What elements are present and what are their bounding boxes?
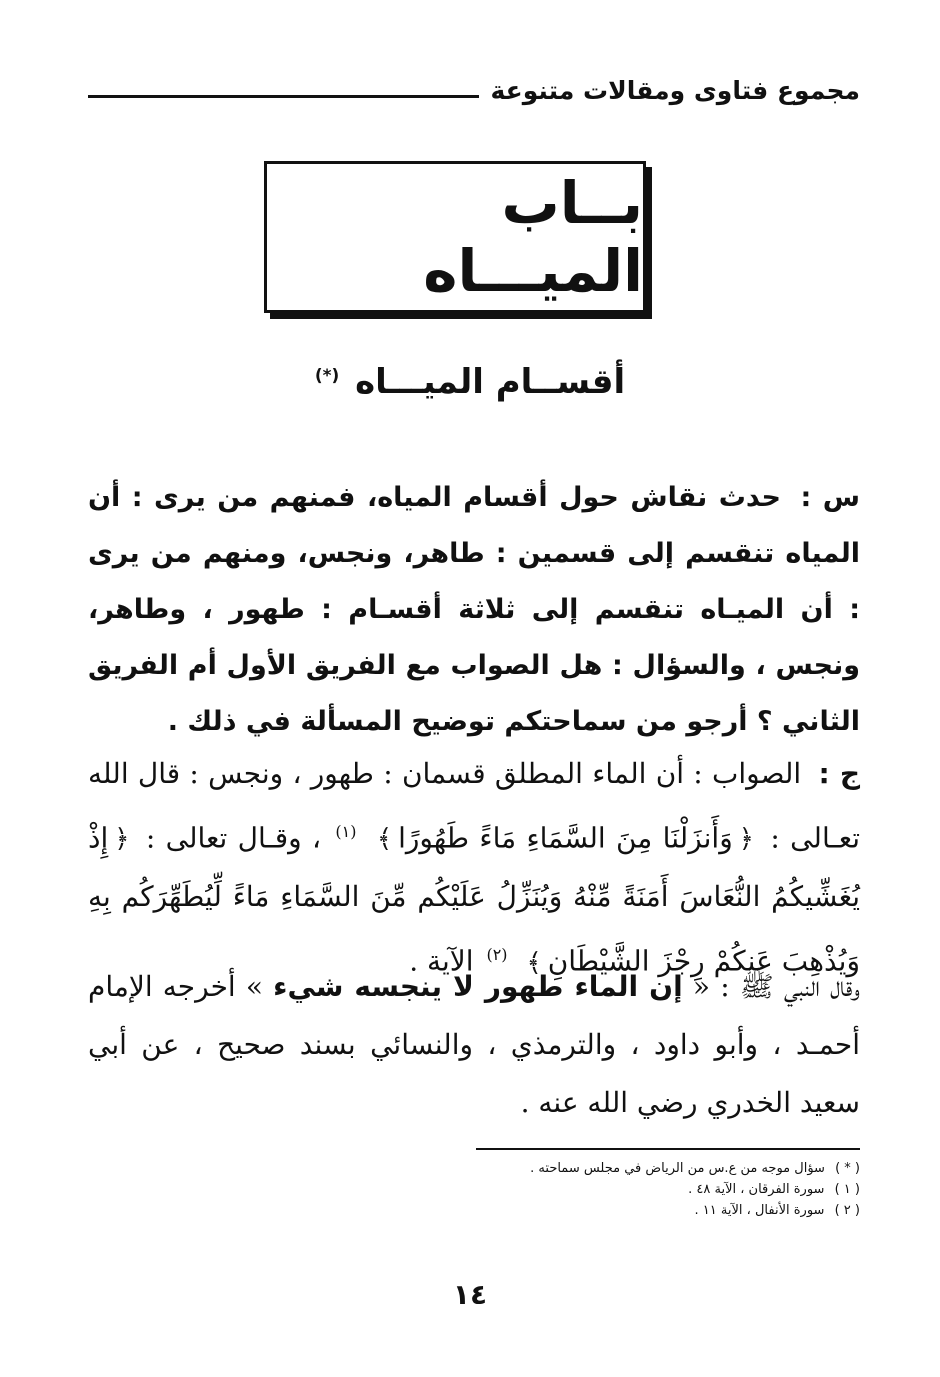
hadith-intro: وقال النبي ﷺ : [720,970,860,1003]
footnote-separator [476,1148,860,1150]
quran-brace-open-2: ﴿ [114,824,130,855]
question-label: س : [800,482,860,513]
section-title: أقســام الميـــاه [355,362,626,402]
answer-label: ج : [818,757,860,790]
page-number: ١٤ [452,1278,488,1311]
chapter-title: بــاب الميـــاه [423,169,643,305]
footnote-number: ( * ) [835,1161,860,1176]
quran-brace-close-2: ﴾ [526,947,542,978]
hadith-paragraph [88,958,860,1132]
hadith-text: أخرجه الإمام أحمـد ، وأبو داود ، والترمذي ، والنسائي بسند صحيح ، عن أبي سعيد الخدري رضي الله عنه . [88,970,860,1119]
answer-text-2: ، وقـال تعالى : [145,821,322,855]
running-header [88,70,860,110]
running-header-rule [88,95,479,98]
footnote-item [260,1200,860,1221]
footnote-item [260,1158,860,1179]
footnote-number: ( ١ ) [834,1182,860,1197]
answer-paragraph [88,745,860,992]
footnote-text: سورة الفرقان ، الآية ٤٨ . [688,1182,825,1197]
quran-brace-open-1: ﴿ [738,824,754,855]
section-footnote-marker: (*) [314,365,340,386]
quran-verse-2: إِذْ يُغَشِّيكُمُ النُّعَاسَ أَمَنَةً مِّنْهُ وَيُنَزِّلُ عَلَيْكُم مِّنَ السَّمَاءِ مَاءً لِّيُطَهِّرَكُم بِهِ وَيُذْهِبَ عَنكُمْ رِجْزَ الشَّيْطَانِ [88,821,860,978]
quran-verse-1: وَأَنزَلْنَا مِنَ السَّمَاءِ مَاءً طَهُورًا [398,821,733,855]
answer-text-1: الصواب : أن الماء المطلق قسمان : طهور ، ونجس : قال الله تعـالى : [88,757,861,855]
footnote-text: سورة الأنفال ، الآية ١١ . [694,1203,825,1218]
footnotes [260,1158,860,1221]
chapter-title-box [264,161,646,313]
question-text: حدث نقاش حول أقسام المياه، فمنهم من يرى : أن المياه تنقسم إلى قسمين : طاهر، ونجس، ومنهم من يرى : أن الميـاه تنقسم إلى ثلاثة أقسـام : طهور ، وطاهر، ونجس ، والسؤال : هل الصواب مع الفريق الأول أم الفريق الثاني ؟ أرجو من سماحتكم توضيح المسألة في ذلك . [88,482,860,737]
answer-text-3: الآية . [409,944,474,978]
running-header-title: مجموع فتاوى ومقالات متنوعة [490,75,860,105]
footnote-item [260,1179,860,1200]
footnote-ref-2: (٢) [486,945,508,965]
footnote-text: سؤال موجه من ع.س من الرياض في مجلس سماحته . [530,1161,825,1176]
footnote-number: ( ٢ ) [834,1203,860,1218]
question-paragraph [88,470,860,750]
hadith-quote-open: « [692,970,711,1003]
hadith-quote-close: » [245,970,263,1003]
section-heading [0,362,940,402]
hadith-quote: إن الماء طهور لا ينجسه شيء [273,970,683,1003]
footnote-ref-1: (١) [335,822,357,841]
quran-brace-close-1: ﴾ [376,824,393,855]
